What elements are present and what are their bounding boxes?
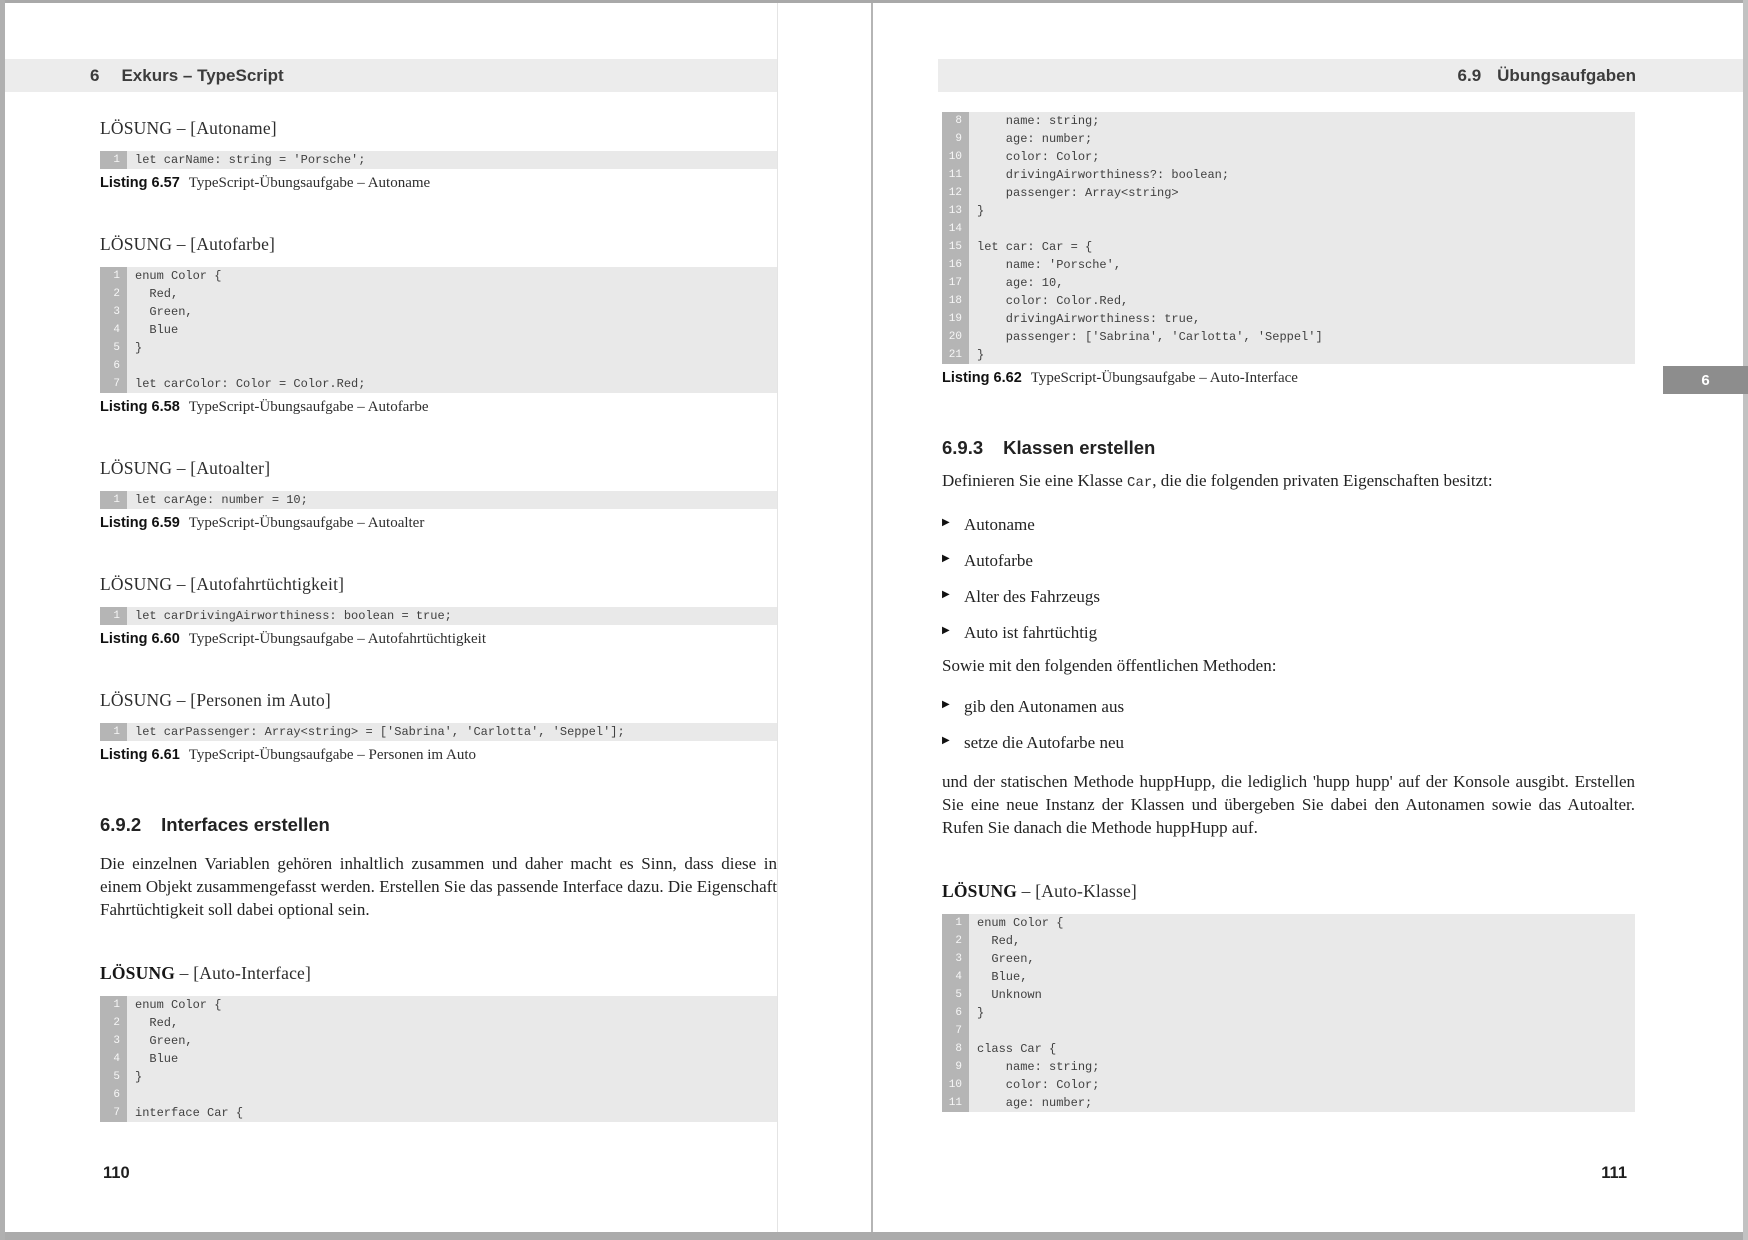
listing-caption-text: TypeScript-Übungsaufgabe – Auto-Interface bbox=[1030, 370, 1298, 386]
code-line bbox=[100, 151, 777, 169]
section-heading-number: 6.9.2 bbox=[100, 814, 142, 835]
code-listing bbox=[100, 607, 777, 625]
code-line bbox=[942, 986, 1635, 1004]
right-page-content bbox=[942, 108, 1635, 1112]
solution-label: LÖSUNG bbox=[100, 234, 173, 254]
code-line-text: Green, bbox=[127, 303, 777, 321]
code-line-text: name: string; bbox=[969, 112, 1635, 130]
listing-caption-text: TypeScript-Übungsaufgabe – Autofarbe bbox=[188, 399, 429, 415]
solution-heading bbox=[100, 118, 777, 139]
code-line-text: } bbox=[969, 1004, 1635, 1022]
code-line bbox=[942, 914, 1635, 932]
section-heading-number: 6.9.3 bbox=[942, 437, 984, 458]
page-number-left: 110 bbox=[103, 1164, 130, 1182]
paragraph bbox=[942, 654, 1635, 677]
listing-caption bbox=[100, 175, 777, 192]
inline-code: Car bbox=[1127, 475, 1153, 491]
left-page-content bbox=[100, 112, 777, 1122]
solution-text: – [Autofarbe] bbox=[172, 234, 276, 254]
code-line-text: age: number; bbox=[969, 1094, 1635, 1112]
section-number: 6.9 bbox=[1457, 65, 1482, 85]
code-line-text bbox=[127, 1086, 777, 1104]
code-line-number: 9 bbox=[942, 130, 969, 148]
section-heading-title: Klassen erstellen bbox=[1003, 437, 1156, 458]
code-line bbox=[942, 274, 1635, 292]
listing-caption-label: Listing 6.61 bbox=[100, 747, 180, 763]
solution-heading bbox=[100, 458, 777, 479]
code-line bbox=[100, 303, 777, 321]
code-line-number: 11 bbox=[942, 1094, 969, 1112]
code-line-text: let carName: string = 'Porsche'; bbox=[127, 151, 777, 169]
listing-caption-text: TypeScript-Übungsaufgabe – Autoalter bbox=[188, 515, 425, 531]
code-line bbox=[100, 321, 777, 339]
code-line-number: 6 bbox=[100, 1086, 127, 1104]
code-line-number: 6 bbox=[942, 1004, 969, 1022]
solution-label: LÖSUNG bbox=[100, 458, 173, 478]
code-listing bbox=[100, 996, 777, 1122]
code-line-text bbox=[969, 1022, 1635, 1040]
section-heading bbox=[100, 814, 777, 836]
bullet-triangle-icon: ▶ bbox=[942, 589, 950, 600]
paragraph bbox=[942, 469, 1635, 495]
code-line bbox=[100, 375, 777, 393]
code-line-number: 5 bbox=[100, 339, 127, 357]
code-line-number: 7 bbox=[100, 1104, 127, 1122]
code-line-number: 1 bbox=[100, 607, 127, 625]
paragraph bbox=[100, 852, 777, 921]
code-line-text: drivingAirworthiness?: boolean; bbox=[969, 166, 1635, 184]
code-line bbox=[942, 202, 1635, 220]
bullet-item bbox=[942, 513, 1635, 536]
solution-label: LÖSUNG bbox=[100, 690, 173, 710]
code-line-text: passenger: ['Sabrina', 'Carlotta', 'Seppel'] bbox=[969, 328, 1635, 346]
code-line-text: age: 10, bbox=[969, 274, 1635, 292]
bullet-item bbox=[942, 621, 1635, 644]
scan-border-top bbox=[0, 0, 1748, 3]
code-line bbox=[100, 1068, 777, 1086]
solution-label: LÖSUNG bbox=[942, 881, 1018, 901]
paragraph bbox=[942, 770, 1635, 839]
code-line-number: 1 bbox=[100, 267, 127, 285]
code-line bbox=[942, 1040, 1635, 1058]
bullet-triangle-icon: ▶ bbox=[942, 699, 950, 710]
listing-caption bbox=[942, 370, 1635, 387]
code-line-number: 2 bbox=[100, 285, 127, 303]
left-page-header bbox=[0, 59, 777, 92]
listing-caption-label: Listing 6.62 bbox=[942, 370, 1022, 386]
code-line-text: color: Color; bbox=[969, 1076, 1635, 1094]
code-line-text: enum Color { bbox=[969, 914, 1635, 932]
code-line bbox=[100, 723, 777, 741]
listing-caption-label: Listing 6.59 bbox=[100, 515, 180, 531]
page-number-right: 111 bbox=[1601, 1164, 1627, 1182]
bullet-text: setze die Autofarbe neu bbox=[964, 733, 1125, 752]
listing-caption-label: Listing 6.60 bbox=[100, 631, 180, 647]
code-line bbox=[100, 1014, 777, 1032]
code-line bbox=[942, 328, 1635, 346]
code-line bbox=[942, 148, 1635, 166]
code-line bbox=[100, 491, 777, 509]
solution-heading bbox=[100, 963, 777, 984]
code-line bbox=[942, 1004, 1635, 1022]
listing-caption bbox=[100, 631, 777, 648]
bullet-text: gib den Autonamen aus bbox=[964, 697, 1125, 716]
code-line-number: 8 bbox=[942, 112, 969, 130]
paragraph-text: Definieren Sie eine Klasse bbox=[942, 471, 1128, 490]
code-line bbox=[942, 238, 1635, 256]
code-line bbox=[100, 607, 777, 625]
code-line-number: 1 bbox=[942, 914, 969, 932]
bullet-text: Autoname bbox=[964, 515, 1035, 534]
code-line bbox=[942, 310, 1635, 328]
code-line-number: 1 bbox=[100, 996, 127, 1014]
code-line-text: Green, bbox=[127, 1032, 777, 1050]
code-line-number: 1 bbox=[100, 151, 127, 169]
left-page-edge bbox=[777, 3, 778, 1232]
solution-text: – [Auto-Klasse] bbox=[1017, 881, 1137, 901]
code-line-text bbox=[969, 220, 1635, 238]
code-line bbox=[942, 950, 1635, 968]
code-line-number: 21 bbox=[942, 346, 969, 364]
listing-caption-label: Listing 6.58 bbox=[100, 399, 180, 415]
code-line-text: Green, bbox=[969, 950, 1635, 968]
bullet-triangle-icon: ▶ bbox=[942, 517, 950, 528]
code-line-text: } bbox=[969, 202, 1635, 220]
code-listing bbox=[100, 491, 777, 509]
code-listing bbox=[100, 151, 777, 169]
code-line-text: Red, bbox=[969, 932, 1635, 950]
code-line-number: 3 bbox=[100, 303, 127, 321]
code-line bbox=[942, 1022, 1635, 1040]
code-line bbox=[100, 1032, 777, 1050]
code-line-number: 5 bbox=[942, 986, 969, 1004]
code-line bbox=[942, 346, 1635, 364]
solution-heading bbox=[100, 574, 777, 595]
code-line bbox=[100, 1104, 777, 1122]
code-line-text: } bbox=[127, 339, 777, 357]
code-line-number: 19 bbox=[942, 310, 969, 328]
listing-caption bbox=[100, 515, 777, 532]
code-line bbox=[942, 932, 1635, 950]
solution-text: – [Autoalter] bbox=[172, 458, 271, 478]
code-line-text bbox=[127, 357, 777, 375]
code-line-text: let carPassenger: Array<string> = ['Sabrina', 'Carlotta', 'Seppel']; bbox=[127, 723, 777, 741]
listing-caption-text: TypeScript-Übungsaufgabe – Autofahrtüchtigkeit bbox=[188, 631, 486, 647]
code-line-text: Blue, bbox=[969, 968, 1635, 986]
code-listing bbox=[942, 914, 1635, 1112]
bullet-triangle-icon: ▶ bbox=[942, 553, 950, 564]
code-line-number: 1 bbox=[100, 491, 127, 509]
chapter-number: 6 bbox=[90, 65, 100, 85]
code-line-text: } bbox=[127, 1068, 777, 1086]
code-line-text: let car: Car = { bbox=[969, 238, 1635, 256]
code-line bbox=[942, 220, 1635, 238]
solution-heading bbox=[100, 234, 777, 255]
code-line-number: 18 bbox=[942, 292, 969, 310]
solution-label: LÖSUNG bbox=[100, 963, 176, 983]
code-line-number: 16 bbox=[942, 256, 969, 274]
solution-text: – [Personen im Auto] bbox=[172, 690, 331, 710]
code-line-number: 4 bbox=[100, 321, 127, 339]
code-line-text: name: string; bbox=[969, 1058, 1635, 1076]
code-line-text: color: Color; bbox=[969, 148, 1635, 166]
code-line-text: name: 'Porsche', bbox=[969, 256, 1635, 274]
code-line-text: let carDrivingAirworthiness: boolean = true; bbox=[127, 607, 777, 625]
code-line bbox=[942, 166, 1635, 184]
listing-caption bbox=[100, 399, 777, 416]
code-line-text: let carColor: Color = Color.Red; bbox=[127, 375, 777, 393]
solution-heading bbox=[100, 690, 777, 711]
paragraph-text: und der statischen Methode huppHupp, die lediglich 'hupp hupp' auf der Konsole ausgibt. Erstellen Sie eine neue Instanz der Klassen und übergeben Sie dabei den Autonamen sowie das Autoalter. Rufen Sie danach die Methode huppHupp auf. bbox=[942, 772, 1635, 837]
code-line bbox=[100, 996, 777, 1014]
code-line bbox=[942, 256, 1635, 274]
solution-label: LÖSUNG bbox=[100, 574, 173, 594]
code-line bbox=[942, 1058, 1635, 1076]
solution-text: – [Auto-Interface] bbox=[175, 963, 312, 983]
bullet-text: Auto ist fahrtüchtig bbox=[964, 623, 1098, 642]
code-line-text: passenger: Array<string> bbox=[969, 184, 1635, 202]
bullet-item bbox=[942, 731, 1635, 754]
code-line-number: 1 bbox=[100, 723, 127, 741]
scan-border-bottom bbox=[0, 1232, 1748, 1240]
paragraph-text: Sowie mit den folgenden öffentlichen Methoden: bbox=[942, 656, 1277, 675]
code-line-number: 20 bbox=[942, 328, 969, 346]
code-line-text: class Car { bbox=[969, 1040, 1635, 1058]
code-listing bbox=[942, 112, 1635, 364]
code-line bbox=[942, 1076, 1635, 1094]
code-line-text: enum Color { bbox=[127, 996, 777, 1014]
code-line-text: Unknown bbox=[969, 986, 1635, 1004]
code-line-number: 4 bbox=[100, 1050, 127, 1068]
code-line bbox=[100, 1050, 777, 1068]
code-line bbox=[100, 1086, 777, 1104]
code-line bbox=[942, 1094, 1635, 1112]
listing-caption bbox=[100, 747, 777, 764]
chapter-title: Exkurs – TypeScript bbox=[121, 65, 284, 85]
code-line-number: 12 bbox=[942, 184, 969, 202]
paragraph-text: , die die folgenden privaten Eigenschaften besitzt: bbox=[1152, 471, 1493, 490]
bullet-item bbox=[942, 695, 1635, 718]
code-line-text: interface Car { bbox=[127, 1104, 777, 1122]
code-line-number: 4 bbox=[942, 968, 969, 986]
code-line-text: Blue bbox=[127, 1050, 777, 1068]
bullet-triangle-icon: ▶ bbox=[942, 625, 950, 636]
bullet-text: Alter des Fahrzeugs bbox=[964, 587, 1100, 606]
scan-border-left bbox=[0, 0, 5, 1240]
code-listing bbox=[100, 723, 777, 741]
code-line-text: let carAge: number = 10; bbox=[127, 491, 777, 509]
code-line-text: } bbox=[969, 346, 1635, 364]
code-line-text: Blue bbox=[127, 321, 777, 339]
listing-caption-text: TypeScript-Übungsaufgabe – Personen im Auto bbox=[188, 747, 477, 763]
code-line-number: 2 bbox=[942, 932, 969, 950]
code-line-number: 2 bbox=[100, 1014, 127, 1032]
bullet-triangle-icon: ▶ bbox=[942, 735, 950, 746]
code-line-text: enum Color { bbox=[127, 267, 777, 285]
solution-label: LÖSUNG bbox=[100, 118, 173, 138]
code-line-number: 6 bbox=[100, 357, 127, 375]
code-line bbox=[100, 285, 777, 303]
code-line-text: Red, bbox=[127, 285, 777, 303]
code-line bbox=[942, 184, 1635, 202]
code-line-number: 13 bbox=[942, 202, 969, 220]
code-line-number: 3 bbox=[100, 1032, 127, 1050]
code-line bbox=[100, 267, 777, 285]
solution-text: – [Autofahrtüchtigkeit] bbox=[172, 574, 345, 594]
code-line-number: 11 bbox=[942, 166, 969, 184]
right-page-header bbox=[938, 59, 1748, 92]
solution-heading bbox=[942, 881, 1635, 902]
code-line-number: 15 bbox=[942, 238, 969, 256]
listing-caption-label: Listing 6.57 bbox=[100, 175, 180, 191]
code-line-number: 7 bbox=[942, 1022, 969, 1040]
solution-text: – [Autoname] bbox=[172, 118, 277, 138]
bullet-item bbox=[942, 585, 1635, 608]
code-line-number: 8 bbox=[942, 1040, 969, 1058]
code-line-text: drivingAirworthiness: true, bbox=[969, 310, 1635, 328]
code-line-text: age: number; bbox=[969, 130, 1635, 148]
page-spine-divider bbox=[871, 3, 873, 1232]
code-line-text: color: Color.Red, bbox=[969, 292, 1635, 310]
code-line-number: 5 bbox=[100, 1068, 127, 1086]
code-line bbox=[942, 968, 1635, 986]
code-line-text: Red, bbox=[127, 1014, 777, 1032]
code-line bbox=[942, 112, 1635, 130]
bullet-item bbox=[942, 549, 1635, 572]
listing-caption-text: TypeScript-Übungsaufgabe – Autoname bbox=[188, 175, 431, 191]
bullet-text: Autofarbe bbox=[964, 551, 1033, 570]
scan-border-right bbox=[1743, 0, 1748, 1240]
code-line-number: 7 bbox=[100, 375, 127, 393]
chapter-thumb-tab: 6 bbox=[1663, 366, 1748, 394]
section-heading-title: Interfaces erstellen bbox=[161, 814, 330, 835]
code-line-number: 9 bbox=[942, 1058, 969, 1076]
code-line bbox=[100, 357, 777, 375]
code-line bbox=[942, 130, 1635, 148]
code-line bbox=[942, 292, 1635, 310]
code-line-number: 17 bbox=[942, 274, 969, 292]
section-title: Übungsaufgaben bbox=[1497, 65, 1636, 85]
paragraph-text: Die einzelnen Variablen gehören inhaltlich zusammen und daher macht es Sinn, dass diese in einem Objekt zusammengefasst werden. Erstellen Sie das passende Interface dazu. Die Eigenschaft Fahrtüchtigkeit soll dabei optional sein. bbox=[100, 854, 777, 919]
code-line bbox=[100, 339, 777, 357]
code-line-number: 14 bbox=[942, 220, 969, 238]
section-heading bbox=[942, 437, 1635, 459]
code-line-number: 10 bbox=[942, 148, 969, 166]
code-line-number: 3 bbox=[942, 950, 969, 968]
code-line-number: 10 bbox=[942, 1076, 969, 1094]
code-listing bbox=[100, 267, 777, 393]
